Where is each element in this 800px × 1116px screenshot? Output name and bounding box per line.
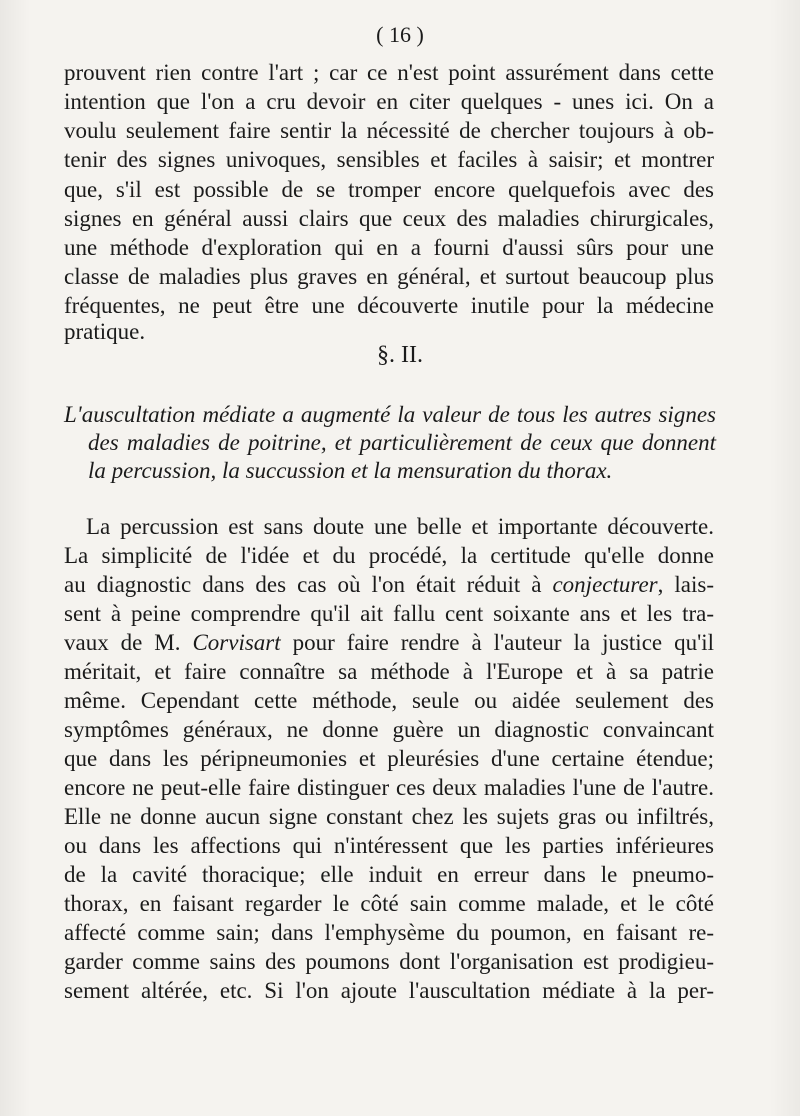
text-line: une méthode d'exploration qui en a fourni d'aussi sûrs pour une [64,235,714,260]
text-line: fréquentes, ne peut être une découverte inutile pour la médecine [64,293,714,318]
text-line: signes en général aussi clairs que ceux des maladies chirurgicales, [64,206,714,231]
text-line: thorax, en faisant regarder le côté sain comme malade, et le côté [64,891,714,916]
text-line: même. Cependant cette méthode, seule ou aidée seulement des [64,688,714,713]
text-line: encore ne peut-elle faire distinguer ces deux maladies l'une de l'autre. [64,775,714,800]
text-line: voulu seulement faire sentir la nécessité de chercher toujours à ob- [64,118,714,143]
text-line: sement altérée, etc. Si l'on ajoute l'auscultation médiate à la per- [64,978,714,1003]
emphasis: conjecturer [552,572,658,597]
text-line: méritait, et faire connaître sa méthode à l'Europe et à sa patrie [64,659,714,684]
text-line [64,628,714,658]
summary-line: des maladies de poitrine, et particulièrement de ceux que donnent [88,430,716,455]
text-line: ou dans les affections qui n'intéressent que les parties inférieures [64,833,714,858]
text-line: que, s'il est possible de se tromper encore quelquefois avec des [64,177,714,202]
text-line: classe de maladies plus graves en général, et surtout beaucoup plus [64,264,714,289]
text-line: La percussion est sans doute une belle et importante découverte. [86,514,714,539]
text-run: pour faire rendre à l'auteur la justice qu'il [280,630,714,655]
text-line: garder comme sains des poumons dont l'organisation est prodigieu- [64,949,714,974]
text-line [64,570,714,600]
text-run: au diagnostic dans des cas où l'on était réduit à [64,572,553,597]
text-line: de la cavité thoracique; elle induit en erreur dans le pneumo- [64,862,714,887]
text-line: pratique. [64,319,146,344]
section-heading: §. II. [377,342,423,368]
emphasis: Corvisart [192,630,281,655]
summary-line: L'auscultation médiate a augmenté la valeur de tous les autres signes [64,402,716,427]
text-line: symptômes généraux, ne donne guère un diagnostic convaincant [64,717,714,742]
text-line: que dans les péripneumonies et pleurésies d'une certaine étendue; [64,746,714,771]
text-line: affecté comme sain; dans l'emphysème du poumon, en faisant re- [64,920,714,945]
text-line: prouvent rien contre l'art ; car ce n'est point assurément dans cette [64,60,714,85]
summary-line: la percussion, la succussion et la mensuration du thorax. [88,458,613,483]
text-line: sent à peine comprendre qu'il ait fallu cent soixante ans et les tra- [64,601,714,626]
text-run: , lais- [657,572,714,597]
text-line: Elle ne donne aucun signe constant chez les sujets gras ou infiltrés, [64,804,714,829]
page-number: ( 16 ) [376,22,424,47]
text-line: intention que l'on a cru devoir en citer quelques - unes ici. On a [64,89,714,114]
text-line: tenir des signes univoques, sensibles et faciles à saisir; et montrer [64,147,714,172]
text-run: vaux de M. [64,630,193,655]
text-line: La simplicité de l'idée et du procédé, la certitude qu'elle donne [64,543,714,568]
